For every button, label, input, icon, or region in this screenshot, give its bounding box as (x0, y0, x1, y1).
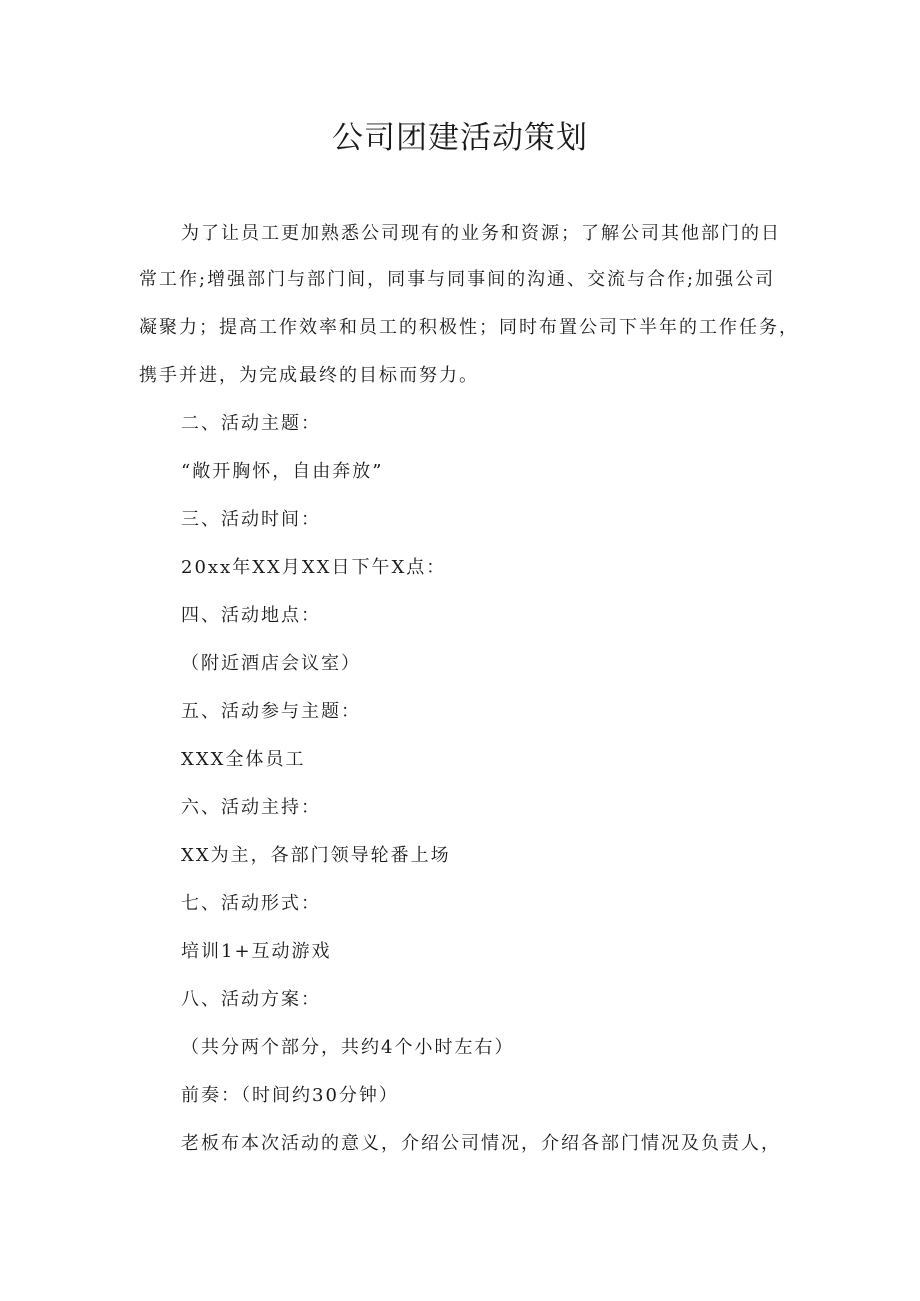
participants-heading: 五、活动参与主题： (181, 701, 361, 722)
intro-line-2: 常工作;增强部门与部门间，同事与同事间的沟通、交流与合作;加强公司 (139, 269, 776, 290)
form-heading: 七、活动形式： (181, 893, 321, 914)
plan-value: （共分两个部分，共约4个小时左右） (181, 1037, 515, 1058)
theme-value: “敞开胸怀，自由奔放” (181, 461, 384, 482)
theme-heading: 二、活动主题： (181, 413, 321, 434)
document-title: 公司团建活动策划 (332, 120, 588, 156)
intro-line-3: 凝聚力；提高工作效率和员工的积极性；同时布置公司下半年的工作任务， (139, 317, 799, 338)
prelude-value: 老板布本次活动的意义，介绍公司情况，介绍各部门情况及负责人， (181, 1133, 781, 1154)
host-heading: 六、活动主持： (181, 797, 321, 818)
time-heading: 三、活动时间： (181, 509, 321, 530)
time-value: 20xx年XX月XX日下午X点： (181, 557, 447, 578)
place-value: （附近酒店会议室） (181, 653, 361, 674)
form-value: 培训1+互动游戏 (181, 941, 332, 962)
participants-value: XXX全体员工 (181, 749, 306, 770)
prelude-heading: 前奏：（时间约30分钟） (181, 1085, 399, 1106)
host-value: XX为主，各部门领导轮番上场 (181, 845, 451, 866)
intro-line-4: 携手并进，为完成最终的目标而努力。 (139, 365, 479, 386)
place-heading: 四、活动地点： (181, 605, 321, 626)
intro-line-1: 为了让员工更加熟悉公司现有的业务和资源；了解公司其他部门的日 (181, 223, 781, 244)
plan-heading: 八、活动方案： (181, 989, 321, 1010)
